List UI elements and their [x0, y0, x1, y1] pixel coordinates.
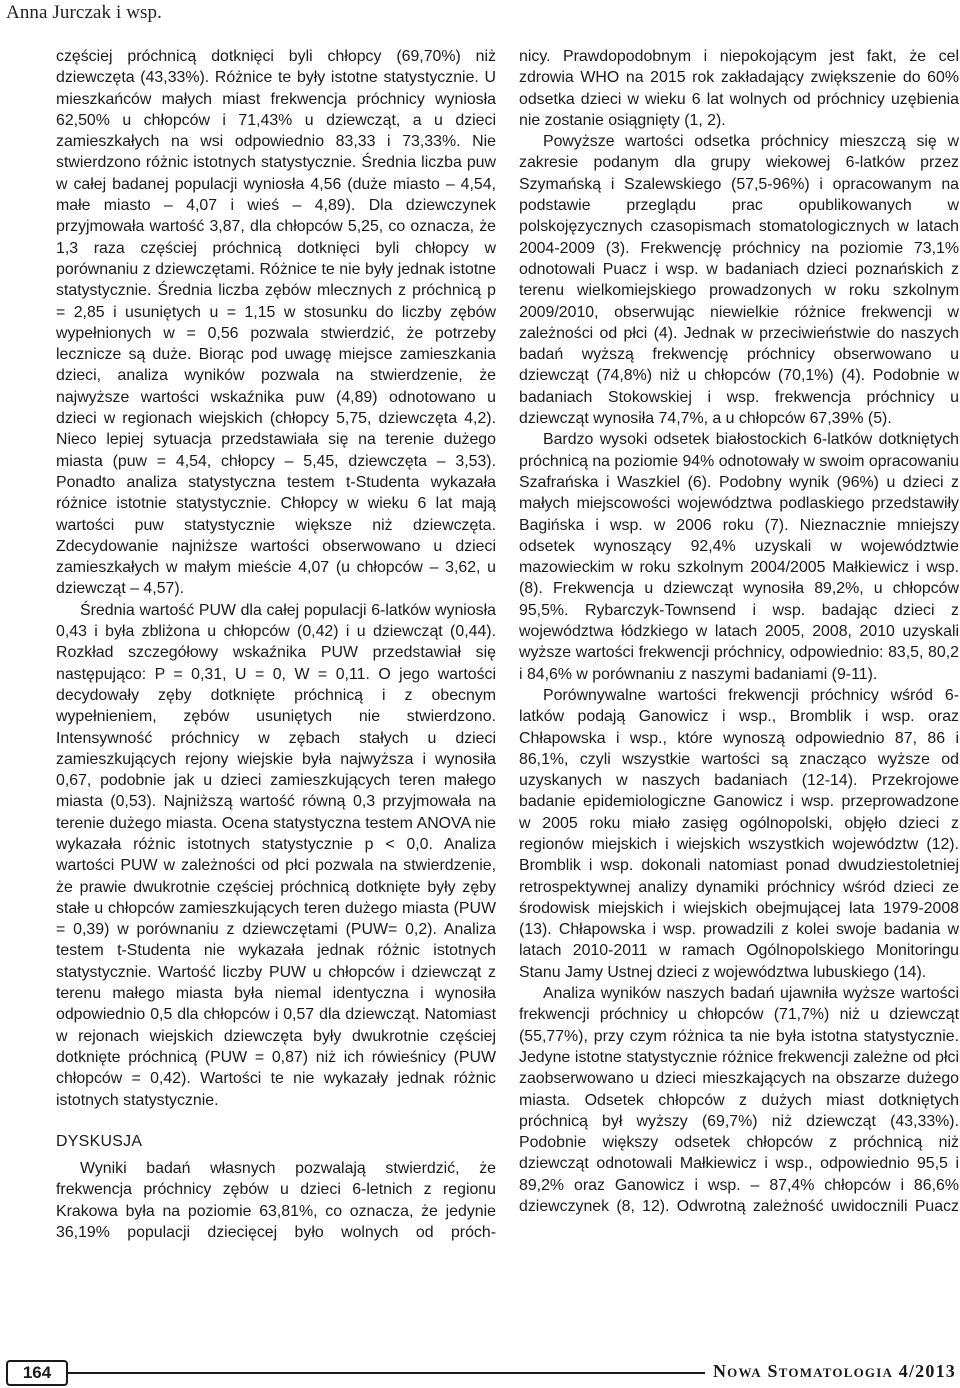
- page-number: 164: [6, 1360, 68, 1386]
- right-column: [519, 46, 959, 1217]
- spacer: [56, 1111, 496, 1121]
- paragraph: częściej próchnicą dotknięci byli chłopcy (69,70%) niż dziewczęta (43,33%). Różnice te były istotne statystycznie. U mieszkańców małych miast frekwencja próchnicy wyniosła 62,50% u chłopców i 71,43% u dziewcząt, a u dzieci zamieszkałych na wsi odpowiednio 83,33 i 73,33%. Nie stwierdzono różnic istotnych statystycznie. Średnia liczba puw w całej badanej populacji wyniosła 4,56 (duże miasto – 4,54, małe miasto – 4,07 i wieś – 4,89). Dla dziewczynek przyjmowała wartość 3,87, dla chłopców 5,25, co oznacza, że 1,3 raza częściej próchnicą dotknięci byli chłopcy w porównaniu z dziewczętami. Różnice te nie były jednak istotne statystycznie. Średnia liczba zębów mlecznych z próchnicą p = 2,85 i usuniętych u = 1,15 w stosunku do liczby zębów wypełnionych w = 0,56 pozwala stwierdzić, że potrzeby lecznicze są duże. Biorąc pod uwagę miejsce zamieszkania dzieci, analiza wyników pozwala na stwierdzenie, że najwyższe wartości wskaźnika puw (4,89) odnotowano u dzieci w regionach wiejskich (chłopcy 5,75, dziewczęta 4,2). Nieco lepiej sytuacja przedstawiała się na terenie dużego miasta (puw = 4,54, chłopcy – 5,45, dziewczęta – 3,53). Ponadto analiza statystyczna testem t-Studenta wykazała różnice istotnie statystycznie. Chłopcy w wieku 6 lat mają wartości puw statystycznie większe niż dziewczęta. Zdecydowanie najniższe wartości obserwowano u dzieci zamieszkałych w małym mieście 4,07 (u chłopców – 3,62, u dziewcząt – 4,57).: [56, 48, 496, 598]
- running-head-authors: Anna Jurczak i wsp.: [6, 2, 162, 23]
- paragraph: Porównywalne wartości frekwencji próchnicy wśród 6-latków podają Ganowicz i wsp., Bromblik i wsp. oraz Chłapowska i wsp., które wynoszą odpowiednio 87, 86 i 86,1%, czyli wszystkie wartości są znacząco wyższe od uzyskanych w naszych badaniach (12-14). Przekrojowe badanie epidemiologiczne Ganowicz i wsp. przeprowadzone w 2005 roku miało zasięg ogólnopolski, objęło dzieci z regionów miejskich i wiejskich wszystkich województw (12). Bromblik i wsp. dokonali natomiast ponad dwudziestoletniej retrospektywnej analizy dynamiki próchnicy wśród dzieci ze środowisk miejskich i wiejskich obejmującej lata 1979-2008 (13). Chłapowska i wsp. prowadzili z kolei swoje badania w latach 2010-2011 w ramach Ogólnopolskiego Monitoringu Stanu Jamy Ustnej dzieci z województwa lubuskiego (14).: [519, 686, 959, 981]
- section-heading-discussion: DYSKUSJA: [56, 1132, 143, 1150]
- paragraph: Wyniki badań własnych pozwalają stwierdzić, że frekwencja próchnicy zębów u dzieci 6-letnich z regionu Krakowa była na poziomie 63,81%, co oznacza, że jedynie 36,19% populacji dziecięcej było wolnych od próch-: [56, 1160, 496, 1242]
- paragraph: Bardzo wysoki odsetek białostockich 6-latków dotkniętych próchnicą na poziomie 94% odnotowały w swoim opracowaniu Szafrańska i Waszkiel (6). Podobny wynik (96%) u dzieci z małych miejscowości województwa podlaskiego przedstawiły Bagińska i wsp. w 2006 roku (7). Nieznacznie mniejszy odsetek wynoszący 92,4% uzyskali w województwie mazowieckim w roku szkolnym 2004/2005 Małkiewicz i wsp. (8). Frekwencja u dziewcząt wynosiła 89,2%, u chłopców 95,5%. Rybarczyk-Townsend i wsp. badając dzieci z województwa łódzkiego w latach 2005, 2008, 2010 uzyskali wyższe wartości frekwencji próchnicy, odpowiednio: 83,5, 80,2 i 84,6% w porównaniu z naszymi badaniami (9-11).: [519, 431, 959, 683]
- paragraph: Powyższe wartości odsetka próchnicy mieszczą się w zakresie podanym dla grupy wiekowej 6-latków przez Szymańską i Szalewskiego (57,5-96%) i opracowanym na podstawie przeglądu prac opublikowanych w polskojęzycznych czasopismach stomatologicznych w latach 2004-2009 (3). Frekwencję próchnicy na poziomie 73,1% odnotowali Puacz i wsp. w badaniach dzieci poznańskich z terenu wielkomiejskiego prowadzonych w roku szkolnym 2009/2010, obserwując niewielkie różnice frekwencji w zależności od płci (4). Jednak w przeciwieństwie do naszych badań wyższą frekwencję próchnicy obserwowano u dziewcząt (74,8%) niż u chłopców (70,1%) (4). Podobnie w badaniach Stokowskiej i wsp. frekwencja próchnicy u dziewcząt wynosiła 74,7%, a u chłopców 67,39% (5).: [519, 133, 959, 428]
- paragraph: Analiza wyników naszych badań ujawniła wyższe wartości frekwencji próchnicy u chłopców (71,7%) niż u dziewcząt (55,77%), przy czym różnica ta nie była istotna statystycznie. Jedyne istotne statystycznie różnice frekwencji zależne od płci zaobserwowano u dzieci mieszkających na obszarze dużego miasta. Odsetek chłopców z dużych miast dotkniętych próchnicą był wyższy (69,7%) niż dziewcząt (43,33%). Podobnie większy odsetek chłopców z próchnicą niż dziewcząt odnotowali Małkiewicz i wsp., odpowiednio 95,5 i 89,2% oraz Ganowicz i wsp. – 87,4% chłopców i 86,6% dziewczynek (8, 12). Odwrotną zależność uwidocznili Puacz: [519, 985, 959, 1216]
- paragraph: Średnia wartość PUW dla całej populacji 6-latków wyniosła 0,43 i była zbliżona u chłopców (0,42) i u dziewcząt (0,44). Rozkład szczegółowy wskaźnika PUW przedstawiał się następująco: P = 0,31, U = 0, W = 0,11. O jego wartości decydowały zęby dotknięte próchnicą i z obecnym wypełnieniem, zębów usuniętych nie stwierdzono. Intensywność próchnicy w zębach stałych u dzieci zamieszkujących rejony wiejskie była najwyższa i wynosiła 0,67, podobnie jak u dzieci zamieszkujących teren małego miasta (0,53). Najniższą wartość równą 0,3 przyjmowała na terenie dużego miasta. Ocena statystyczna testem ANOVA nie wykazała różnic istotnych statystycznie p < 0,0. Analiza wartości PUW w zależności od płci pozwala na stwierdzenie, że prawie dwukrotnie częściej próchnicą dotknięte były zęby stałe u chłopców zamieszkujących teren dużego miasta (PUW = 0,39) w porównaniu z dziewczętami (PUW= 0,2). Analiza testem t-Studenta nie wykazała jednak różnic istotnych statystycznie. Wartość liczby PUW u chłopców i dziewcząt z terenu małego miasta była niemal identyczna i wynosiła odpowiednio 0,5 dla chłopców i 0,57 dla dziewcząt. Natomiast w rejonach wiejskich dziewczęta były dwukrotnie częściej dotknięte próchnicą (PUW = 0,87) niż ich rówieśnicy (PUW chłopców = 0,42). Wartości te nie wykazały jednak różnic istotnych statystycznie.: [56, 601, 496, 1109]
- journal-title: Nowa Stomatologia 4/2013: [705, 1361, 956, 1382]
- paragraph: nicy. Prawdopodobnym i niepokojącym jest fakt, że cel zdrowia WHO na 2015 rok zakładający zwiększenie do 60% odsetka dzieci w wieku 6 lat wolnych od próchnicy uzębienia nie zostanie osiągnięty (1, 2).: [519, 48, 959, 129]
- left-column: [56, 46, 496, 1243]
